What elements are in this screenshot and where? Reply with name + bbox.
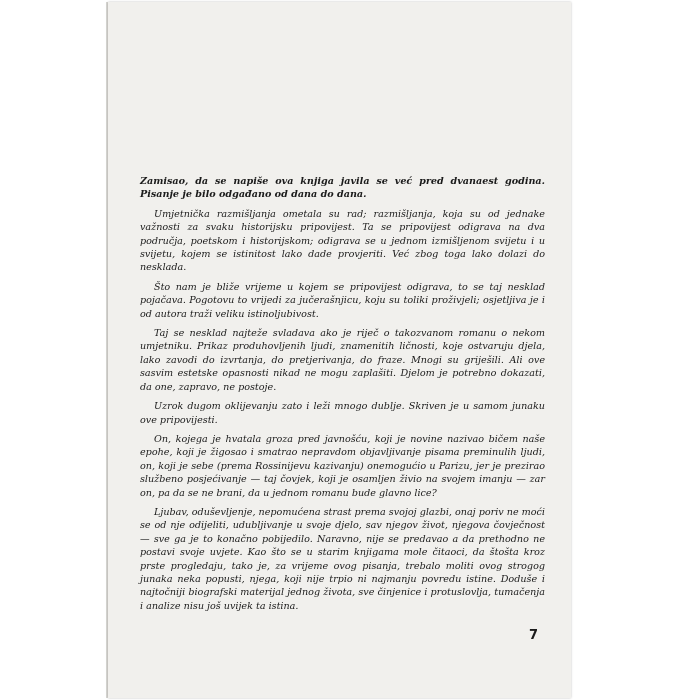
page-number: 7: [529, 628, 539, 643]
paragraph-3: Što nam je bliže vrijeme u kojem se pripovijest odigrava, to se taj nesklad pojačava. Pogotovu to vrijedi za jučerašnjicu, koju su toliki proživjeli; osjetljiva je i od autora traži veliku istinoljubivost.: [140, 281, 545, 320]
paragraph-4: Taj se nesklad najteže svladava ako je riječ o takozvanom romanu o nekom umjetniku. Prikaz produhovljenih ljudi, znamenitih ličnosti, koje ostvaruju djela, lako zavodi do izvrtanja, do pretjerivanja, do fraze. Mnogi su griješili. Ali ove sasvim estetske opasnosti nikad ne mogu zaplašiti. Djelom je potrebno dokazati, da one, zapravo, ne postoje.: [140, 328, 545, 393]
paragraph-2: Umjetnička razmišljanja ometala su rad; razmišljanja, koja su od jednake važnosti za svaku historijsku pripovijest. Ta se pripovijest odigrava na dva područja, poetskom i historijskom; odigrava se u jednom izmišljenom svijetu i u svijetu, kojem se istinitost lako dade provjeriti. Već zbog toga lako dolazi do nesklada.: [140, 208, 545, 274]
paragraph-7: Ljubav, oduševljenje, nepomućena strast prema svojoj glazbi, onaj poriv ne moći se od nje odijeliti, udubljivanje u svoje djelo, sav njegov život, njegova čovječnost — sve ga je to konačno pobijedilo. Naravno, nije se predavao a da prethodno ne postavi svoje uvjete. Kao što se u starim knjigama mole čitaoci, da štošta kroz prste progledaju, tako je, za vrijeme ovog pisanja, trebalo moliti ovog strogog junaka neka popusti, njega, koji nije trpio ni najmanju povredu istine. Doduše i najtočniji biografski materijal jednog života, sve činjenice i protuslovlja, tumačenja i analize nisu još uvijek ta istina.: [140, 506, 545, 612]
paragraph-5: Uzrok dugom oklijevanju zato i leži mnogo dublje. Skriven je u samom junaku ove pripovijesti.: [140, 401, 545, 426]
paragraph-1: Zamisao, da se napiše ova knjiga javila se već pred dvanaest godina. Pisanje je bilo odgađano od dana do dana.: [140, 176, 545, 201]
paragraph-6: On, kojega je hvatala groza pred javnošću, koji je novine nazivao bičem naše epohe, koji je žigosao i smatrao nepravdom objavljivanje pisama preminulih ljudi, on, koji je sebe (prema Rossinijevu kazivanju) onemogućio u Parizu, jer je prezirao službeno posjećivanje — taj čovjek, koji je osamljen živio na svojem imanju — zar on, pa da se ne brani, da u jednom romanu bude glavno lice?: [140, 433, 545, 499]
body-text: [140, 175, 545, 619]
